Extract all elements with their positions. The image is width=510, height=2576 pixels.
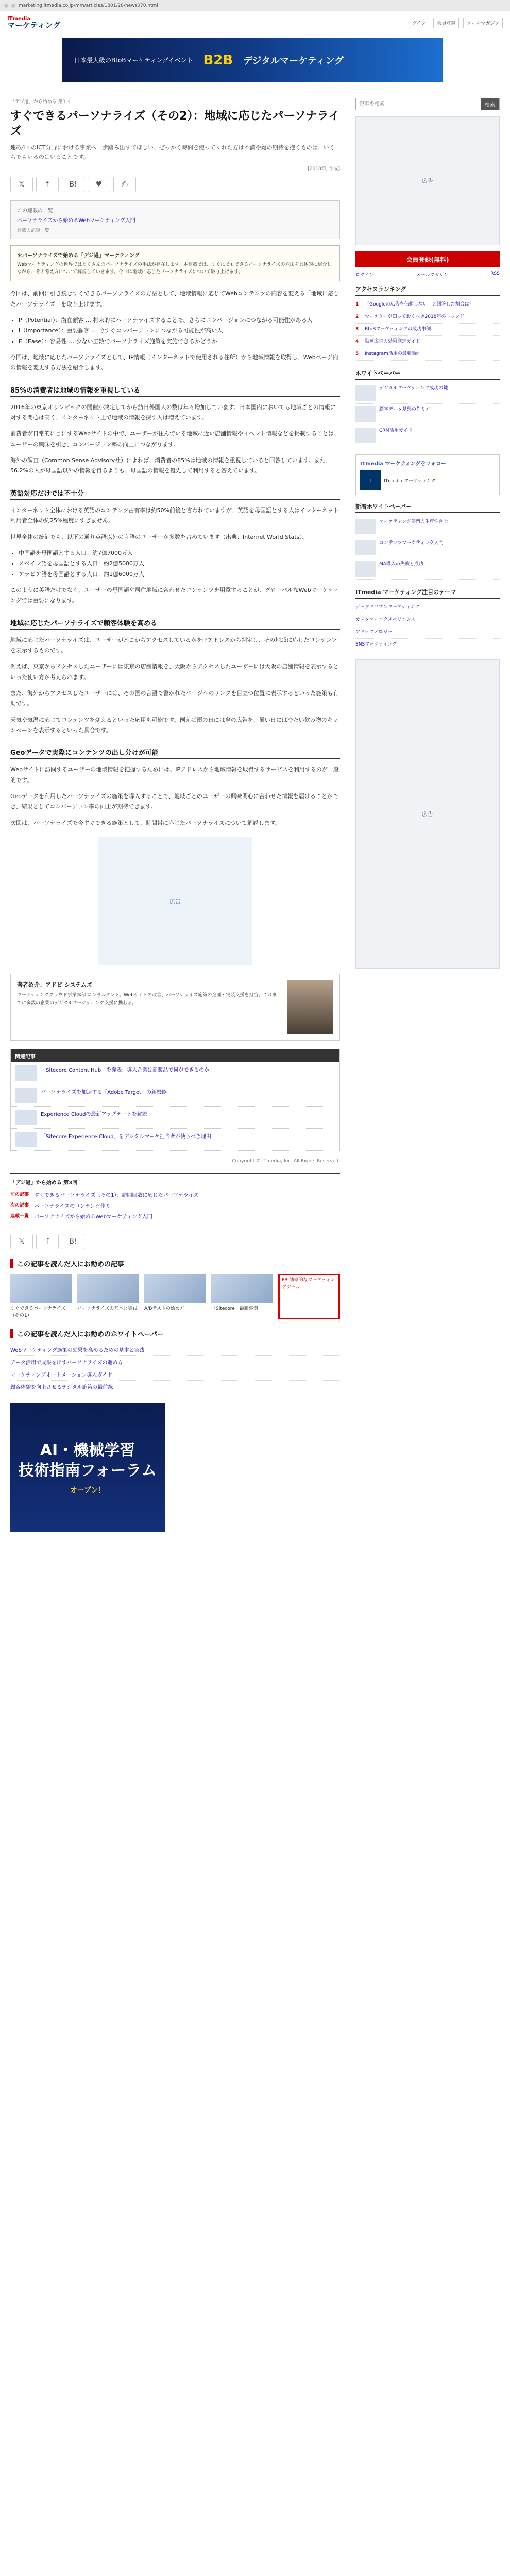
search-box [355, 98, 500, 110]
bullet-list [19, 548, 340, 580]
thumbnail [15, 1088, 37, 1103]
recommended-card[interactable]: パーソナライズの基本と実践 [77, 1274, 139, 1319]
login-link[interactable]: ログイン [355, 273, 374, 278]
bullet-item: • 中国語を母国語とする人口：約7億7000万人 [19, 548, 340, 558]
next-article-link[interactable]: 次の記事 パーソナライズのコンテンツ作り [10, 1203, 111, 1210]
inline-ad[interactable]: 広告 [98, 837, 252, 965]
paragraph: 世界全体の統計でも、以下の通り英語以外の言語のユーザーが多数を占めています（出典：Internet World Stats）。 [10, 533, 308, 540]
author-text: マーケティングクラウド事業本部 コンサルタント。Webサイトの改善、パーソナライズ施策の企画・実装支援を担当。これまでに多数の企業のデジタルマーケティング支援に携わる。 [17, 993, 277, 1006]
paragraph: 今回は、地域に応じたパーソナライズとして、IP情報（インターネットで使用される住所）から地域情報を取得し、Webページ内の情報を変更する方法を紹介します。 [10, 354, 338, 371]
ai-banner-title: AI・機械学習 技術指南フォーラム [18, 1442, 157, 1480]
main-column [10, 98, 340, 1543]
print-icon[interactable]: ⎙ [113, 177, 136, 192]
bullet-item: • E（Ease）：容易性 … 少ない工数でパーソナライズ施策を実施できるかどうか [19, 336, 340, 347]
banner-b2: B2B [203, 53, 233, 68]
ranking-head: アクセスランキング [355, 285, 500, 296]
sidebar [355, 98, 500, 975]
ranking-item[interactable]: 1 「Googleの広告を信頼しない」と回答した割合は？ [355, 299, 500, 311]
window-dot-icon [11, 4, 15, 8]
bullet-item: • スペイン語を母国語とする人口：約2億5000万人 [19, 558, 340, 569]
ranking-item[interactable]: 4 動画広告の効果測定ガイド [355, 336, 500, 348]
related-articles [10, 1049, 340, 1151]
bullet-item: • I（Importance）：重要顧客 … 今すぐコンバージョンにつながる可能性が高い人 [19, 326, 340, 336]
prev-article-link[interactable]: 前の記事 すぐできるパーソナライズ（その1）：訪問回数に応じたパーソナライズ [10, 1192, 199, 1199]
paragraph: 例えば、東京からアクセスしたユーザーには東京の店舗情報を、大阪からアクセスしたユーザーには大阪の店舗情報を表示するといった使い方が考えられます。 [10, 663, 339, 681]
related-item[interactable]: Experience Cloudの最新アップデートを解説 [11, 1107, 339, 1129]
paragraph: 2016年の東京オリンピックの開催が決定してから訪日外国人の数は年々増加しています。日本国内においても地域ごとの情報に対する関心は高く、インターネット上で地域の情報を探す人は増えています。 [10, 403, 336, 421]
member-links [355, 271, 500, 278]
whitepaper-item[interactable]: Webマーケティング施策の効果を高めるための基本と実践 [10, 1344, 340, 1356]
paragraph: 地域に応じたパーソナライズは、ユーザーがどこからアクセスしているかをIPアドレスから判定し、その地域に応じたコンテンツを表示するものです。 [10, 636, 337, 654]
related-head: 関連記事 [11, 1049, 339, 1062]
series-nav-head: 「デジ過」から始める 第3回 [10, 1180, 78, 1187]
whitepaper-item[interactable]: デジタルマーケティング成功の鍵 [355, 383, 500, 404]
register-link[interactable]: 会員登録 [433, 18, 459, 28]
logo-itmedia: ITmedia [7, 16, 31, 22]
paragraph: 天気や気温に応じてコンテンツを変えるといった応用も可能です。例えば雨の日には傘の広告を、暑い日には冷たい飲み物のキャンペーンを表示するといった具合です。 [10, 716, 338, 734]
search-input[interactable] [356, 98, 481, 110]
series-list-link[interactable]: 連載の記事一覧 [17, 228, 50, 233]
thumbnail [355, 385, 376, 401]
article-body [10, 289, 340, 828]
recommended-card[interactable]: 「Sitecore」最新事例 [211, 1274, 273, 1319]
author-box [10, 974, 340, 1041]
ranking-box [355, 285, 500, 361]
author-photo [287, 980, 333, 1034]
paragraph: 今回は、前回に引き続きすぐできるパーソナライズの方法として、地域情報に応じてWebコンテンツの内容を変える「地域に応じたパーソナライズ」を取り上げます。 [10, 290, 339, 308]
paragraph: Webサイトに訪問するユーザーの地域情報を把握するためには、IPアドレスから地域情報を取得するサービスを利用するのが一般的です。 [10, 766, 339, 784]
section-heading: 85%の消費者は地域の情報を重視している [10, 383, 340, 397]
whitepaper-item[interactable]: 顧客データ基盤の作り方 [355, 404, 500, 425]
newsletter-link[interactable]: メールマガジン [463, 18, 503, 28]
search-button[interactable]: 検索 [481, 98, 499, 110]
new-whitepaper-head: 新着ホワイトペーパー [355, 502, 500, 513]
window-dot-icon [4, 4, 8, 8]
bullet-list [19, 315, 340, 347]
thumbnail [355, 406, 376, 422]
series-box [10, 200, 340, 239]
theme-item[interactable]: データドリブンマーケティング [355, 602, 500, 614]
bullet-item: • アラビア語を母国語とする人口：約1億6000万人 [19, 569, 340, 580]
related-item[interactable]: パーソナライズを加速する「Adobe Target」の新機能 [11, 1084, 339, 1107]
pocket-share-icon[interactable]: ♥ [88, 177, 110, 192]
series-list-link[interactable]: 連載一覧 パーソナライズから始めるWebマーケティング入門 [10, 1214, 152, 1221]
theme-item[interactable]: SNSマーケティング [355, 639, 500, 651]
url-text[interactable]: marketing.itmedia.co.jp/mm/articles/1801/28/news070.html [19, 3, 158, 8]
paragraph: 次回は、パーソナライズで今すぐできる施策として、時間帯に応じたパーソナライズについて解説します。 [10, 819, 281, 826]
section-heading: Geoデータで実際にコンテンツの出し分けが可能 [10, 745, 340, 759]
article-date: [2018年, 作成] [308, 166, 340, 172]
whitepaper-item[interactable]: MA導入の失敗と成功 [355, 558, 500, 580]
hatena-share-icon[interactable]: B! [62, 177, 84, 192]
banner-title: デジタルマーケティング [243, 56, 344, 66]
theme-item[interactable]: カスタマーエクスペリエンス [355, 614, 500, 626]
recommended-card[interactable]: すぐできるパーソナライズ（その1） [10, 1274, 72, 1319]
whitepaper-item[interactable]: CRM活用ガイド [355, 425, 500, 446]
ranking-item[interactable]: 2 マーケターが知っておくべき2018年のトレンド [355, 311, 500, 324]
author-head: 著者紹介：アドビ システムズ [17, 981, 92, 989]
header-links [404, 18, 503, 28]
ai-forum-banner[interactable] [10, 1403, 165, 1532]
thumbnail [15, 1132, 37, 1147]
series-title-link[interactable]: パーソナライズから始めるWebマーケティング入門 [17, 217, 135, 224]
info-box [10, 245, 340, 282]
whitepaper-item[interactable]: 顧客体験を向上させるデジタル施策の最前線 [10, 1381, 340, 1393]
banner-text: 日本最大級のBtoBマーケティングイベント [74, 57, 193, 64]
paragraph: インターネット全体における英語のコンテンツ占有率は約50%前後と言われていますが、英語を母国語とする人はインターネット利用者全体の約25%程度にすぎません。 [10, 506, 339, 524]
thumbnail [355, 428, 376, 443]
register-button[interactable]: 会員登録(無料) [355, 251, 500, 267]
ranking-item[interactable]: 3 BtoBマーケティングの成功事例 [355, 324, 500, 336]
thumbnail [355, 540, 376, 555]
top-banner-ad[interactable] [62, 38, 443, 82]
twitter-share-icon[interactable]: 𝕏 [10, 177, 33, 192]
thumbnail [15, 1065, 37, 1081]
paragraph: このように英語だけでなく、ユーザーの母国語や居住地域に合わせたコンテンツを用意することが、グローバルなWebマーケティングでは重要になります。 [10, 586, 339, 604]
themes-head: ITmedia マーケティング注目のテーマ [355, 588, 500, 599]
article-lead: 連載4回のICT分野における事業へ一歩踏み出すてほしい、ぜっかく時間を使ってくれた方は不満や鍵の期待を抱くものは、いくらでもいるのはいることです。 [10, 144, 335, 160]
login-link[interactable]: ログイン [404, 18, 430, 28]
whitepaper-list [10, 1344, 340, 1393]
section-heading: 地域に応じたパーソナライズで顧客体験を高める [10, 616, 340, 630]
sidebar-ad-tall[interactable]: 広告 [355, 659, 500, 969]
sidebar-whitepaper-box [355, 369, 500, 446]
logo-marketing: マーケティング [7, 21, 61, 30]
facebook-page-logo: IT [360, 470, 381, 490]
paragraph: Geoデータを利用したパーソナライズの施策を導入することで、地域ごとのユーザーの興味関心に合わせた情報を届けることができ、結果としてコンバージョン率の向上が期待できます。 [10, 793, 338, 810]
themes-box [355, 588, 500, 651]
related-item[interactable]: 「Sitecore Experience Cloud」をデジタルマーケ担当者が使うべき理由 [11, 1129, 339, 1151]
share-buttons-bottom [10, 1234, 340, 1249]
thumbnail [77, 1274, 139, 1303]
ai-banner-sub: オープン！ [70, 1486, 106, 1495]
thumbnail [211, 1274, 273, 1303]
thumbnail [355, 519, 376, 534]
whitepaper-box-head: ホワイトペーパー [355, 369, 500, 380]
hatena-share-icon[interactable]: B! [62, 1234, 84, 1249]
sidebar-ad[interactable]: 広告 [355, 116, 500, 245]
browser-bar [0, 0, 510, 11]
new-whitepaper-box [355, 502, 500, 580]
recommended-cards [10, 1274, 340, 1319]
article-title: すぐできるパーソナライズ（その2）：地域に応じたパーソナライズ [10, 110, 340, 138]
thumbnail [355, 561, 376, 577]
site-header [0, 11, 510, 35]
series-head: この連載の一覧 [17, 208, 53, 214]
recommended-card-ad[interactable]: PR 効率的なマーケティングツール [278, 1274, 340, 1319]
theme-item[interactable]: アドテクノロジー [355, 626, 500, 639]
facebook-page-name[interactable]: ITmedia マーケティング [384, 478, 436, 484]
bullet-item: • P（Potential）：潜在顧客 … 将来的にパーソナライズすることで、さらにコンバージョンにつながる可能性がある人 [19, 315, 340, 326]
facebook-widget [355, 454, 500, 495]
info-head: ＊パーソナライズで始める「デジ過」マーケティング [17, 252, 140, 259]
series-nav [10, 1173, 340, 1226]
whitepaper-head: この記事を読んだ人にお勧めのホワイトペーパー [10, 1329, 340, 1338]
breadcrumb[interactable]: 「デジ過」から始める 第3回 [10, 99, 71, 105]
whitepaper-item[interactable]: コンテンツマーケティング入門 [355, 537, 500, 558]
paragraph: 消費者が日常的に目にするWebサイトの中で、ユーザーが住んでいる地域に近い店舗情報やイベント情報などを掲載することは、ユーザーの興味を引き、コンバージョン率の向上につながります。 [10, 430, 339, 448]
ranking-item[interactable]: 5 Instagram活用の最新動向 [355, 348, 500, 361]
recommended-card[interactable]: A/Bテストの始め方 [144, 1274, 206, 1319]
section-heading: 英語対応だけでは不十分 [10, 486, 340, 500]
whitepaper-item[interactable]: データ活用で成果を出すパーソナライズの進め方 [10, 1356, 340, 1368]
thumbnail [15, 1110, 37, 1125]
paragraph: 海外の調査（Common Sense Advisory社）によれば、消費者の85%は地域の情報を重視していると回答しています。また、56.2%の人が母国語以外の情報を得るよりも、母国語の情報を優先して利用すると答えています。 [10, 457, 331, 474]
facebook-head: ITmedia マーケティングをフォロー [360, 461, 446, 467]
share-buttons [10, 177, 340, 192]
related-item[interactable]: 「Sitecore Content Hub」を発表、導入企業は新製品で何ができるのか [11, 1062, 339, 1084]
facebook-share-icon[interactable]: f [36, 1234, 59, 1249]
copyright: Copyright © ITmedia, Inc. All Rights Reserved. [232, 1159, 340, 1164]
thumbnail [144, 1274, 206, 1303]
twitter-share-icon[interactable]: 𝕏 [10, 1234, 33, 1249]
info-text: Webマーケティングの世界ではたくさんのパーソナライズの手法が存在します。本連載では、すぐにでもできるパーソナライズの方法を具体的に紹介しながら、その考え方について解説していきます。今回は地域に応じたパーソナライズについて取り上げます。 [17, 262, 332, 275]
rss-link[interactable]: RSS [490, 271, 500, 276]
site-logo[interactable] [7, 16, 60, 29]
whitepaper-item[interactable]: マーケティングオートメーション導入ガイド [10, 1368, 340, 1381]
thumbnail [10, 1274, 72, 1303]
recommended-head: この記事を読んだ人にお勧めの記事 [10, 1259, 340, 1268]
whitepaper-item[interactable]: マーケティング部門の生産性向上 [355, 516, 500, 537]
newsletter-link[interactable]: メールマガジン [416, 273, 449, 278]
facebook-share-icon[interactable]: f [36, 177, 59, 192]
paragraph: また、海外からアクセスしたユーザーには、その国の言語で書かれたページへのリンクを目立つ位置に表示するといった施策も有効です。 [10, 689, 339, 707]
